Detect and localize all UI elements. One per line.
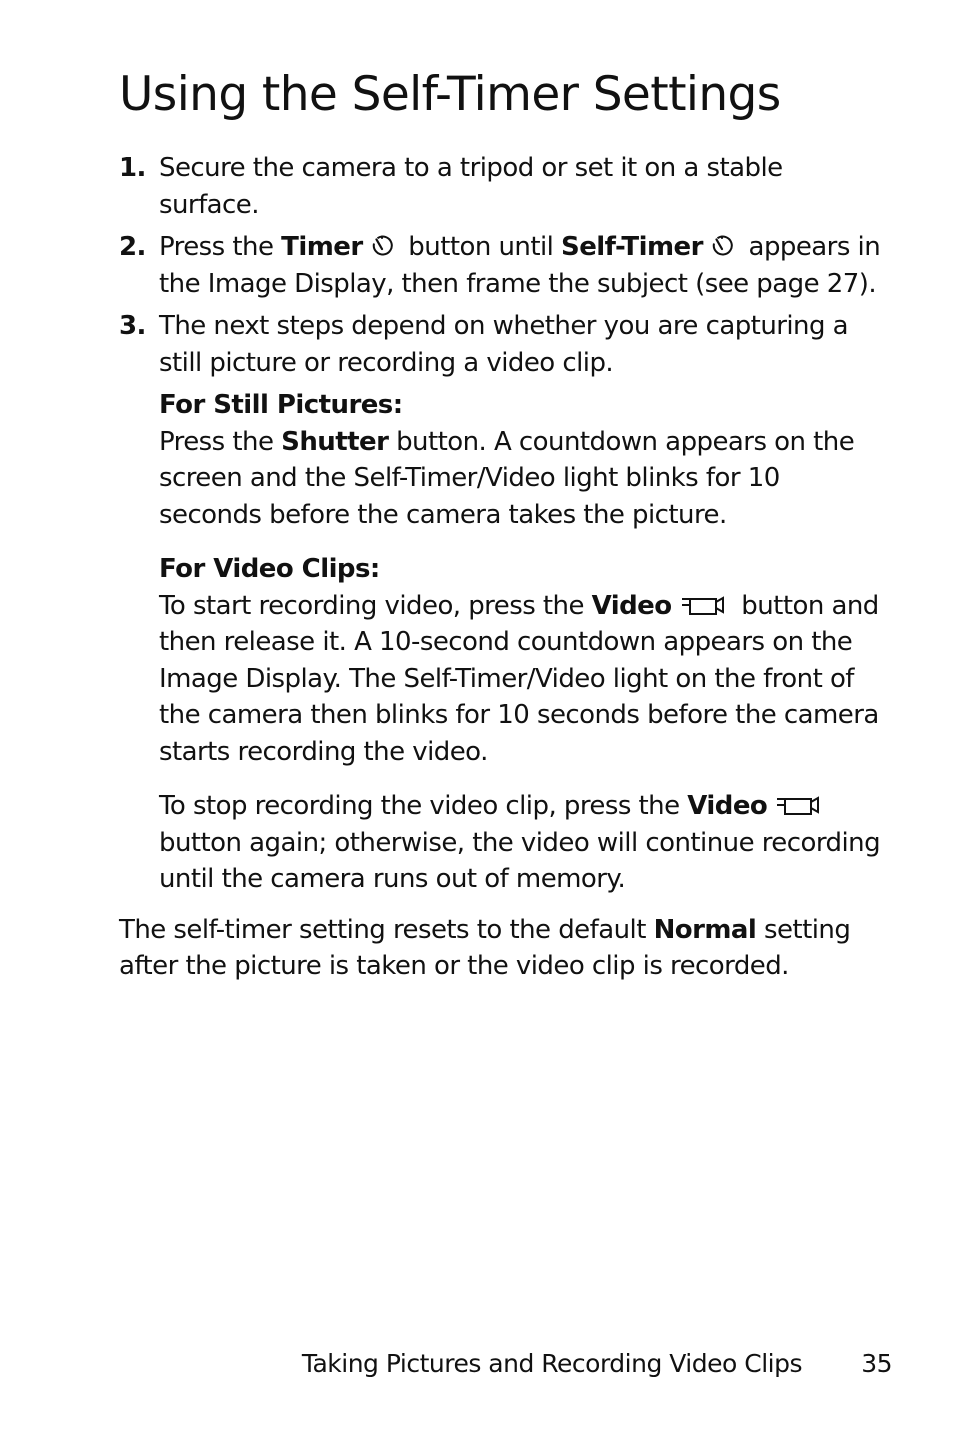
page-content (119, 150, 889, 985)
step-list (119, 150, 889, 898)
still-pictures-heading: For Still Pictures: (159, 390, 403, 420)
timer-button-label: Timer (281, 232, 363, 262)
page-title: Using the Self-Timer Settings (119, 67, 781, 122)
closing-paragraph: The self-timer setting resets to the default Normal setting after the picture is taken or the video clip is recorded. (119, 914, 851, 981)
video-camera-icon (775, 794, 821, 818)
video-start-text: To start recording video, press the Video button and then release it. A 10-second countdown appears on the Image Display. The Self-Timer/Video light on the front of the camera then blinks for 10 seconds before the camera starts recording the video. (159, 590, 879, 767)
step-3 (119, 308, 889, 898)
timer-icon (371, 235, 393, 259)
step-2-text: Press the Timer button until Self-Timer appears in the Image Display, then frame the subject (see page 27). (159, 232, 881, 299)
page-number: 35 (861, 1349, 892, 1378)
step-number: 2. (119, 232, 146, 262)
footer-section-title: Taking Pictures and Recording Video Clips (301, 1349, 802, 1378)
video-button-label: Video (591, 590, 672, 621)
step-3-text: The next steps depend on whether you are capturing a still picture or recording a video clip. (159, 311, 849, 378)
video-clips-heading: For Video Clips: (159, 554, 380, 584)
step-2 (119, 229, 889, 302)
video-button-label: Video (687, 791, 768, 821)
still-pictures-text: Press the Shutter button. A countdown appears on the screen and the Self-Timer/Video light blinks for 10 seconds before the camera takes the picture. (159, 426, 855, 530)
timer-icon (711, 235, 733, 259)
step-number: 1. (119, 153, 146, 183)
step-1 (119, 150, 889, 223)
self-timer-label: Self-Timer (561, 232, 703, 262)
video-stop-text: To stop recording the video clip, press the Video button again; otherwise, the video will continue recording until the camera runs out of memory. (159, 791, 881, 894)
shutter-button-label: Shutter (281, 426, 389, 457)
step-number: 3. (119, 311, 146, 341)
video-camera-icon (680, 594, 726, 618)
step-1-text: Secure the camera to a tripod or set it on a stable surface. (159, 153, 783, 220)
normal-setting-label: Normal (653, 914, 757, 945)
